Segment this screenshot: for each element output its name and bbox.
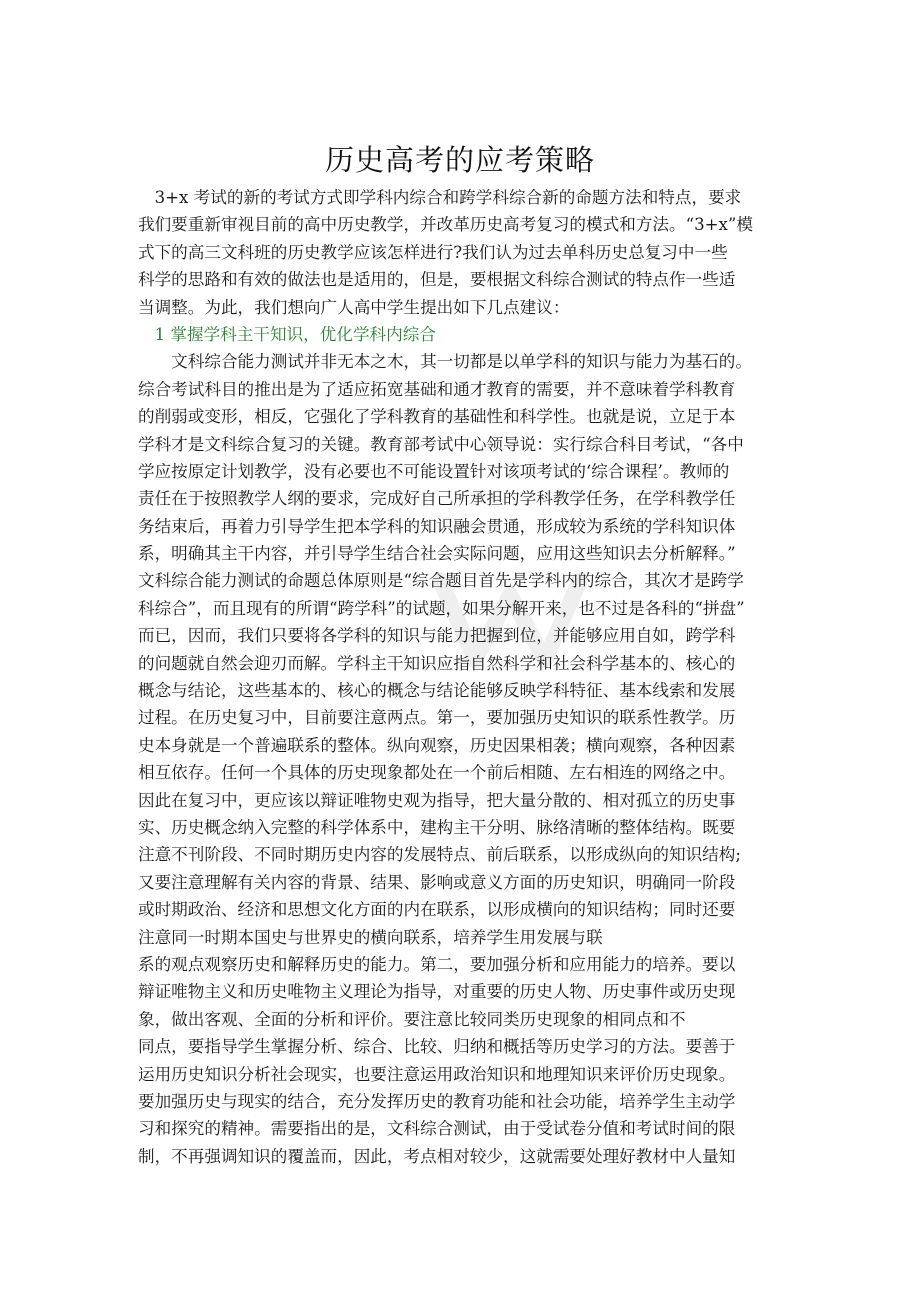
paragraph-line: 文科综合能力测试并非无本之木，其一切都是以单学科的知识与能力为基石的。 (138, 352, 752, 372)
paragraph-line: 又要注意理解有关内容的背景、结果、影响或意义方面的历史知识，明确同一阶段 (138, 872, 736, 892)
intro-line: 3+x 考试的新的考试方式即学科内综合和跨学科综合新的命题方法和特点，要求 (138, 188, 742, 207)
paragraph-line: 实、历史概念纳入完整的科学体系中，建构主干分明、脉络清晰的整体结构。既要 (138, 817, 736, 837)
paragraph-line: 文科综合能力测试的命题总体原则是“综合题目首先是学科内的综合，其次才是跨学 (138, 571, 744, 591)
paragraph-line: 相互依存。任何一个具体的历史现象都处在一个前后相随、左右相连的网络之中。 (138, 763, 736, 783)
paragraph-line: 注意同一时期本国史与世界史的横向联系，培养学生用发展与联 (138, 927, 603, 947)
paragraph-line: 科综合”，而且现有的所谓“跨学科”的试题，如果分解开来，也不过是各科的“拼盘” (138, 598, 745, 618)
paragraph-line: 而已，因而，我们只要将各学科的知识与能力把握到位，并能够应用自如，跨学科 (138, 626, 736, 646)
paragraph-line: 辩证唯物主义和历史唯物主义理论为指导，对重要的历史人物、历史事件或历史现 (138, 982, 736, 1002)
paragraph-line: 的削弱或变形，相反，它强化了学科教育的基础性和科学性。也就是说，立足于本 (138, 407, 736, 427)
paragraph-line: 注意不刊阶段、不同时期历史内容的发展特点、前后联系，以形成纵向的知识结构; (138, 845, 741, 865)
paragraph-line: 系的观点观察历史和解释历史的能力。第二，要加强分析和应用能力的培养。要以 (138, 954, 736, 974)
intro-line: 科学的思路和有效的做法也是适用的，但是，要根据文科综合测试的特点作一些适 (138, 270, 736, 290)
paragraph-line: 学科才是文科综合复习的关键。教育部考试中心领导说：实行综合科目考试，“各中 (138, 434, 744, 454)
document-title: 历史高考的应考策略 (324, 143, 595, 177)
paragraph-line: 同点，要指导学生掌握分析、综合、比较、归纳和概括等历史学习的方法。要善于 (138, 1037, 736, 1057)
paragraph-line: 综合考试科目的推出是为了适应拓宽基础和通才教育的需要，并不意味着学科教育 (138, 379, 736, 399)
intro-line: 我们要重新审视目前的高中历史教学，并改革历史高考复习的模式和方法。“3+x”模 (138, 215, 753, 235)
paragraph-line: 系，明确其主干内容，并引导学生结合社会实际问题，应用这些知识去分析解释。” (138, 544, 736, 564)
paragraph-line: 因此在复习中，更应该以辩证唯物史观为指导，把大量分散的、相对孤立的历史事 (138, 790, 736, 810)
paragraph-line: 务结束后，再着力引导学生把本学科的知识融会贯通，形成较为系统的学科知识体 (138, 516, 736, 536)
paragraph-line: 史本身就是一个普遍联系的整体。纵向观察，历史因果相袭；横向观察，各种因素 (138, 735, 736, 755)
paragraph-line: 或时期政治、经济和思想文化方面的内在联系，以形成横向的知识结构；同时还要 (138, 900, 736, 920)
paragraph-line: 学应按原定计划教学，没有必要也不可能设置针对该项考试的‘综合课程’。教师的 (138, 461, 730, 481)
paragraph-line: 要加强历史与现实的结合，充分发挥历史的教育功能和社会功能，培养学生主动学 (138, 1091, 736, 1111)
paragraph-line: 过程。在历史复习中，目前要注意两点。第一，要加强历史知识的联系性教学。历 (138, 708, 736, 728)
paragraph-line: 概念与结论，这些基本的、核心的概念与结论能够反映学科特征、基本线索和发展 (138, 681, 736, 701)
paragraph-line: 运用历史知识分析社会现实，也要注意运用政治知识和地理知识来评价历史现象。 (138, 1064, 736, 1084)
intro-line: 当调整。为此，我们想向广人高中学生提出如下几点建议： (138, 297, 570, 317)
document-body (138, 184, 788, 1170)
paragraph-line: 制，不再强调知识的覆盖而，因此，考点相对较少，这就需要处理好教材中人量知 (138, 1146, 736, 1166)
paragraph-line: 的问题就自然会迎刃而解。学科主干知识应指自然科学和社会科学基本的、核心的 (138, 653, 736, 673)
paragraph-line: 责任在于按照教学人纲的要求，完成好自己所承担的学科教学任务，在学科教学任 (138, 489, 736, 509)
paragraph-line: 象，做出客观、全面的分析和评价。要注意比较同类历史现象的相同点和不 (138, 1009, 686, 1029)
paragraph-line: 习和探究的精神。需要指出的是，文科综合测试，由于受试卷分值和考试时间的限 (138, 1119, 736, 1139)
section-heading: 1 掌握学科主干知识，优化学科内综合 (138, 324, 436, 344)
intro-line: 式下的高三文科班的历史教学应该怎样进行?我们认为过去单科历史总复习中一些 (138, 242, 728, 262)
